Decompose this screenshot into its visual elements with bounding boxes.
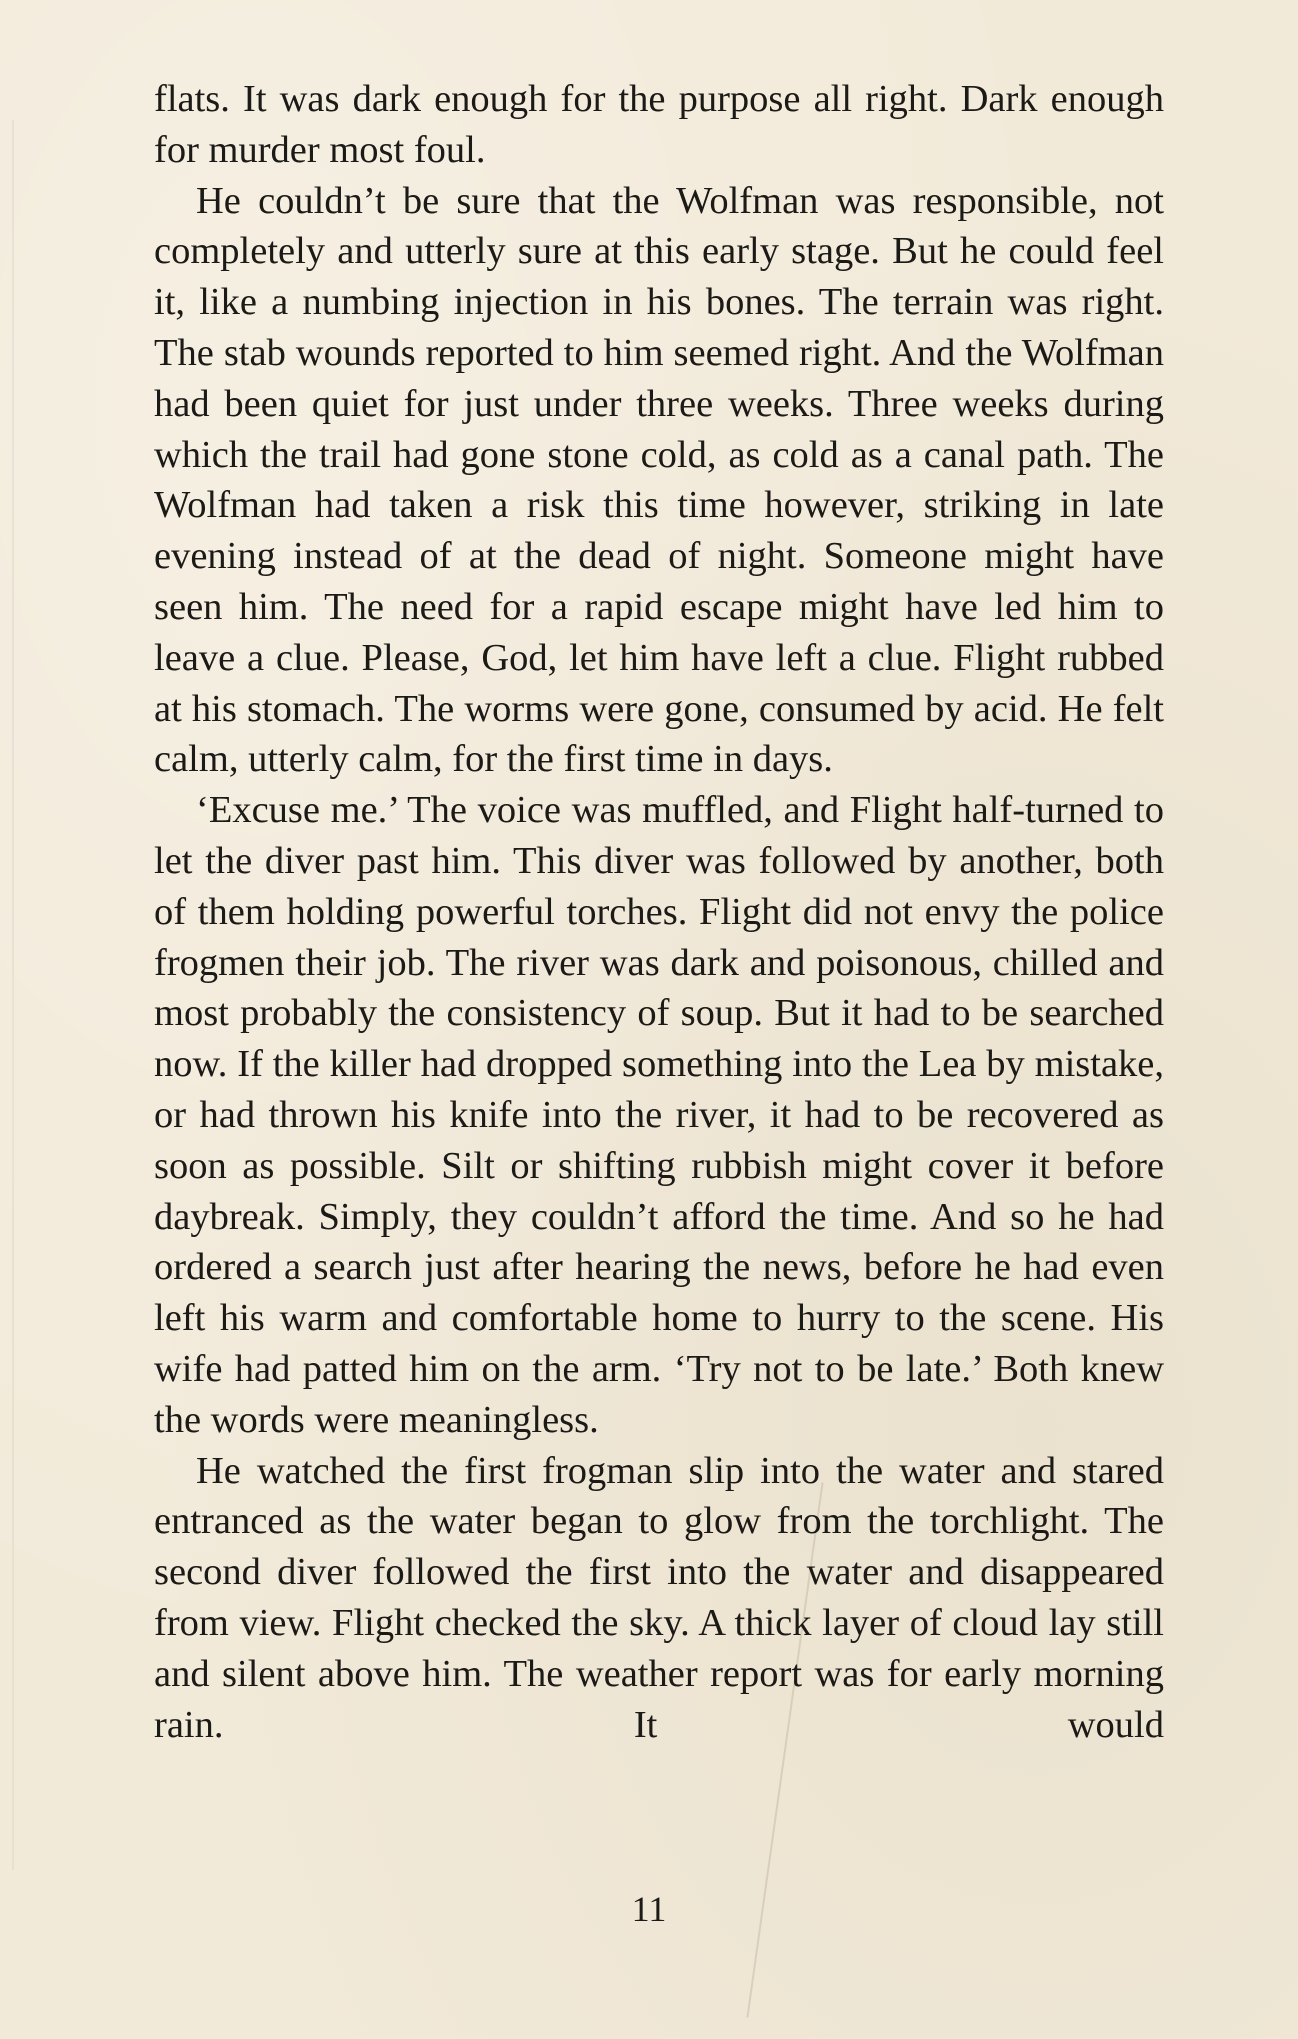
paragraph-4: He watched the first frogman slip into the water and stared entranced as the water began to glow from the torchlight. The second diver followed the first into the water and disappeared from view. Flight checked the sky. A thick layer of cloud lay still and silent above him. The weather report was for early morning rain. It would bbox=[154, 1449, 1164, 1746]
paragraph-3: ‘Excuse me.’ The voice was muffled, and Flight half-turned to let the diver past him. This diver was followed by another, both of them holding powerful torches. Flight did not envy the police frogmen their job. The river was dark and poisonous, chilled and most probably the consistency of soup. But it had to be searched now. If the killer had dropped something into the Lea by mistake, or had thrown his knife into the river, it had to be recovered as soon as possible. Silt or shifting rubbish might cover it before daybreak. Simply, they couldn’t afford the time. And so he had ordered a search just after hearing the news, before he had even left his warm and comfortable home to hurry to the scene. His wife had patted him on the arm. ‘Try not to be late.’ Both knew the words were meaningless. bbox=[154, 789, 1164, 1441]
page-number: 11 bbox=[631, 1889, 667, 1929]
paragraph-1: flats. It was dark enough for the purpose all right. Dark enough for murder most foul. bbox=[154, 78, 1164, 171]
body-text bbox=[154, 74, 1164, 1750]
paper-crease bbox=[12, 120, 14, 1870]
paragraph-2: He couldn’t be sure that the Wolfman was responsible, not completely and utterly sure at this early stage. But he could feel it, like a numbing injection in his bones. The terrain was right. The stab wounds reported to him seemed right. And the Wolfman had been quiet for just under three weeks. Three weeks during which the trail had gone stone cold, as cold as a canal path. The Wolfman had taken a risk this time however, striking in late evening instead of at the dead of night. Someone might have seen him. The need for a rapid escape might have led him to leave a clue. Please, God, let him have left a clue. Flight rubbed at his stomach. The worms were gone, consumed by acid. He felt calm, utterly calm, for the first time in days. bbox=[154, 179, 1164, 781]
